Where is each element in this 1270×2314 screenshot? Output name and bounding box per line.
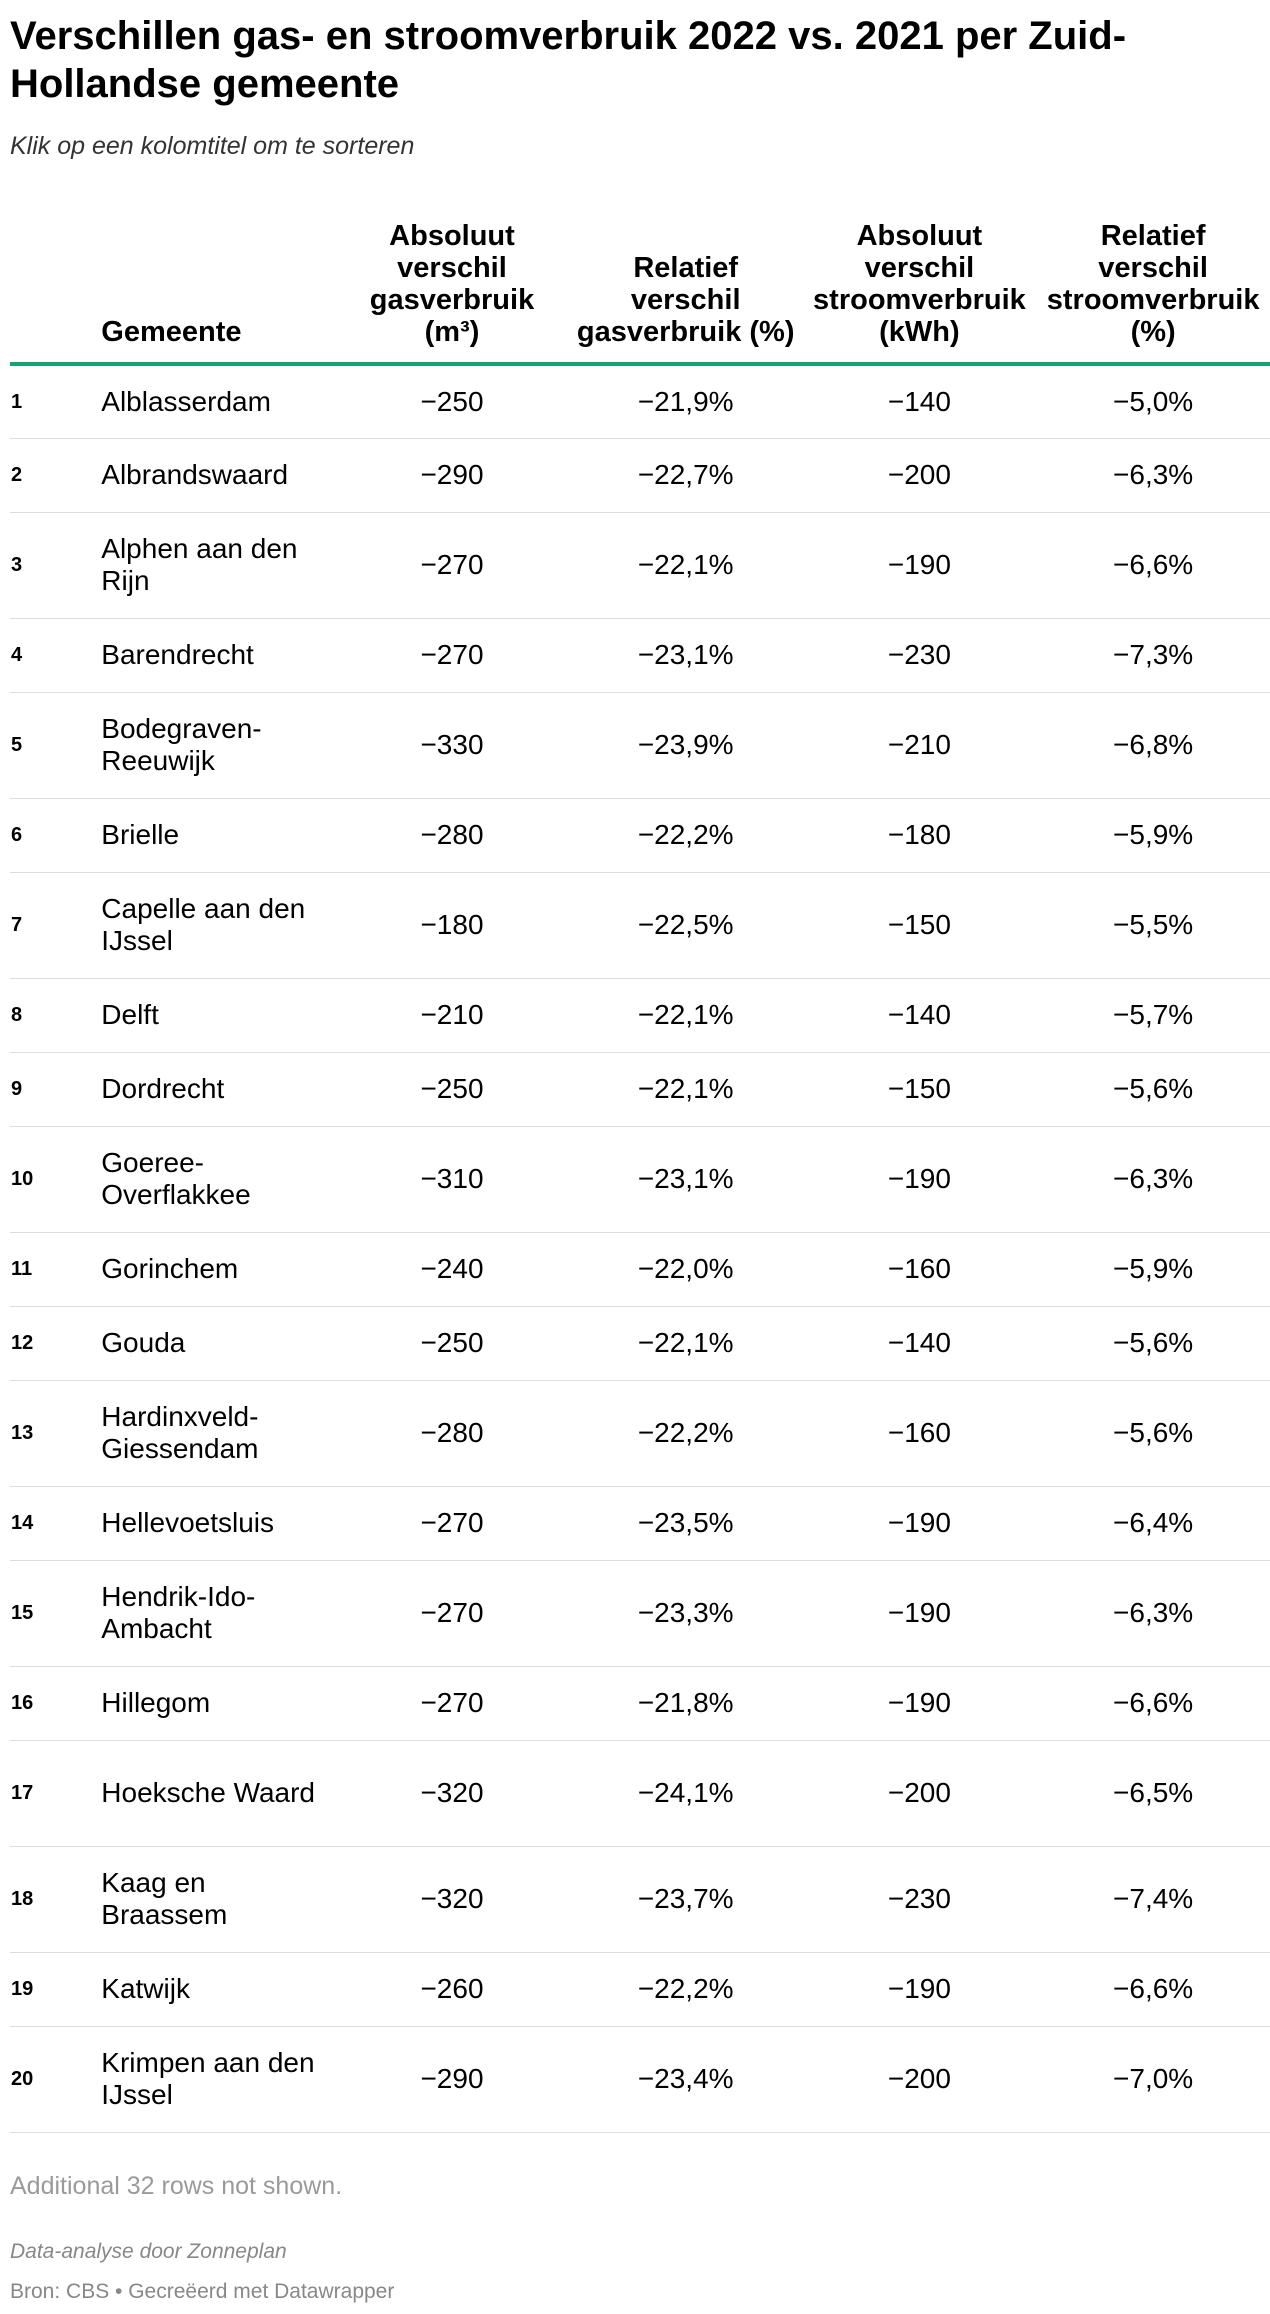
row-gas-relative: −23,9% [569,692,803,798]
row-gas-absolute: −330 [335,692,569,798]
row-gas-relative: −22,2% [569,1380,803,1486]
row-rank: 20 [10,2026,91,2132]
data-table [10,212,1270,2133]
row-power-absolute: −230 [803,618,1037,692]
row-power-relative: −5,7% [1036,978,1270,1052]
row-power-relative: −7,3% [1036,618,1270,692]
row-rank: 9 [10,1052,91,1126]
row-gas-absolute: −180 [335,872,569,978]
row-gas-relative: −23,4% [569,2026,803,2132]
row-power-relative: −6,3% [1036,438,1270,512]
row-power-relative: −6,4% [1036,1486,1270,1560]
row-power-absolute: −180 [803,798,1037,872]
row-power-relative: −6,6% [1036,512,1270,618]
row-power-absolute: −210 [803,692,1037,798]
table-body [10,364,1270,2132]
row-power-relative: −6,6% [1036,1666,1270,1740]
row-gemeente: Alblasserdam [91,364,335,438]
row-gemeente: Barendrecht [91,618,335,692]
row-power-relative: −6,8% [1036,692,1270,798]
table-row [10,1952,1270,2026]
row-gemeente: Gorinchem [91,1232,335,1306]
row-gas-relative: −23,5% [569,1486,803,1560]
row-gas-relative: −23,1% [569,618,803,692]
table-row [10,512,1270,618]
row-power-absolute: −230 [803,1846,1037,1952]
column-header-rank[interactable] [10,212,91,364]
table-row [10,1666,1270,1740]
row-gas-absolute: −280 [335,798,569,872]
table-row [10,364,1270,438]
column-header-gas-absolute[interactable]: Absoluut verschil gasverbruik (m³) [335,212,569,364]
row-power-absolute: −190 [803,1952,1037,2026]
row-gas-absolute: −290 [335,2026,569,2132]
row-rank: 10 [10,1126,91,1232]
row-rank: 14 [10,1486,91,1560]
row-power-absolute: −150 [803,872,1037,978]
row-gas-absolute: −210 [335,978,569,1052]
row-power-relative: −5,6% [1036,1380,1270,1486]
column-header-gemeente[interactable]: Gemeente [91,212,335,364]
row-rank: 12 [10,1306,91,1380]
row-rank: 18 [10,1846,91,1952]
row-power-relative: −6,3% [1036,1126,1270,1232]
row-gemeente: Kaag en Braassem [91,1846,335,1952]
table-row [10,1380,1270,1486]
row-gas-absolute: −240 [335,1232,569,1306]
row-gemeente: Hoeksche Waard [91,1740,335,1846]
row-power-relative: −5,9% [1036,798,1270,872]
row-rank: 3 [10,512,91,618]
row-gemeente: Hillegom [91,1666,335,1740]
chart-title: Verschillen gas- en stroomverbruik 2022 vs. 2021 per Zuid-Hollandse gemeente [10,14,1127,106]
row-power-absolute: −200 [803,1740,1037,1846]
row-power-absolute: −140 [803,364,1037,438]
row-power-absolute: −140 [803,978,1037,1052]
row-gas-absolute: −270 [335,512,569,618]
row-power-relative: −7,4% [1036,1846,1270,1952]
row-gemeente: Capelle aan den IJssel [91,872,335,978]
row-power-relative: −6,6% [1036,1952,1270,2026]
row-gas-relative: −23,1% [569,1126,803,1232]
row-power-absolute: −160 [803,1380,1037,1486]
row-gas-absolute: −290 [335,438,569,512]
table-row [10,1306,1270,1380]
table-row [10,798,1270,872]
table-row [10,618,1270,692]
row-rank: 11 [10,1232,91,1306]
row-gas-relative: −22,1% [569,1052,803,1126]
row-power-relative: −5,6% [1036,1052,1270,1126]
table-row [10,1052,1270,1126]
row-rank: 6 [10,798,91,872]
column-header-gas-relative[interactable]: Relatief verschil gasverbruik (%) [569,212,803,364]
more-rows-note: Additional 32 rows not shown. [10,2172,343,2200]
row-rank: 16 [10,1666,91,1740]
row-gas-absolute: −270 [335,1486,569,1560]
table-row [10,1486,1270,1560]
row-power-absolute: −190 [803,1126,1037,1232]
table-row [10,1126,1270,1232]
row-power-absolute: −150 [803,1052,1037,1126]
row-gemeente: Delft [91,978,335,1052]
row-gas-absolute: −270 [335,1560,569,1666]
column-header-power-absolute[interactable]: Absoluut verschil stroomverbruik (kWh) [803,212,1037,364]
row-power-relative: −7,0% [1036,2026,1270,2132]
row-power-relative: −5,5% [1036,872,1270,978]
row-gemeente: Dordrecht [91,1052,335,1126]
row-gas-relative: −22,1% [569,978,803,1052]
table-header-row [10,212,1270,364]
row-gas-absolute: −250 [335,1306,569,1380]
row-gas-relative: −21,9% [569,364,803,438]
row-gemeente: Katwijk [91,1952,335,2026]
row-rank: 2 [10,438,91,512]
row-gas-absolute: −250 [335,1052,569,1126]
row-gemeente: Hendrik-Ido-Ambacht [91,1560,335,1666]
row-gas-absolute: −260 [335,1952,569,2026]
row-gas-absolute: −320 [335,1846,569,1952]
table-row [10,1560,1270,1666]
row-gas-absolute: −280 [335,1380,569,1486]
datawrapper-table-chart [10,0,1260,2314]
row-gas-relative: −22,1% [569,1306,803,1380]
row-gas-relative: −23,3% [569,1560,803,1666]
table-row [10,2026,1270,2132]
row-power-absolute: −160 [803,1232,1037,1306]
chart-subtitle: Klik op een kolomtitel om te sorteren [10,132,415,160]
row-gas-absolute: −310 [335,1126,569,1232]
row-gas-relative: −23,7% [569,1846,803,1952]
table-row [10,978,1270,1052]
row-power-relative: −6,3% [1036,1560,1270,1666]
row-power-relative: −5,6% [1036,1306,1270,1380]
row-gas-relative: −22,1% [569,512,803,618]
row-power-absolute: −190 [803,1486,1037,1560]
row-gas-relative: −22,5% [569,872,803,978]
row-rank: 17 [10,1740,91,1846]
column-header-power-relative[interactable]: Relatief verschil stroomverbruik (%) [1036,212,1270,364]
row-rank: 8 [10,978,91,1052]
row-rank: 1 [10,364,91,438]
row-gas-absolute: −320 [335,1740,569,1846]
row-gas-relative: −21,8% [569,1666,803,1740]
row-gas-relative: −22,2% [569,798,803,872]
row-gas-relative: −24,1% [569,1740,803,1846]
row-power-relative: −5,0% [1036,364,1270,438]
row-power-absolute: −190 [803,512,1037,618]
row-rank: 15 [10,1560,91,1666]
row-gas-relative: −22,7% [569,438,803,512]
row-gemeente: Albrandswaard [91,438,335,512]
row-power-absolute: −190 [803,1666,1037,1740]
table-row [10,438,1270,512]
table-row [10,692,1270,798]
row-gemeente: Goeree-Overflakkee [91,1126,335,1232]
row-power-relative: −6,5% [1036,1740,1270,1846]
row-gemeente: Brielle [91,798,335,872]
row-gas-relative: −22,0% [569,1232,803,1306]
row-gas-absolute: −250 [335,364,569,438]
table-row [10,1740,1270,1846]
table-row [10,1232,1270,1306]
row-power-relative: −5,9% [1036,1232,1270,1306]
chart-source: Bron: CBS • Gecreëerd met Datawrapper [10,2280,395,2303]
chart-notes: Data-analyse door Zonneplan [10,2240,287,2263]
row-gemeente: Hardinxveld-Giessendam [91,1380,335,1486]
row-gas-relative: −22,2% [569,1952,803,2026]
table-row [10,872,1270,978]
row-rank: 19 [10,1952,91,2026]
row-power-absolute: −140 [803,1306,1037,1380]
row-gemeente: Krimpen aan den IJssel [91,2026,335,2132]
row-power-absolute: −200 [803,2026,1037,2132]
table-row [10,1846,1270,1952]
row-power-absolute: −190 [803,1560,1037,1666]
row-rank: 7 [10,872,91,978]
row-rank: 5 [10,692,91,798]
row-gemeente: Bodegraven-Reeuwijk [91,692,335,798]
row-gas-absolute: −270 [335,1666,569,1740]
row-rank: 13 [10,1380,91,1486]
row-power-absolute: −200 [803,438,1037,512]
row-gemeente: Alphen aan den Rijn [91,512,335,618]
row-rank: 4 [10,618,91,692]
row-gemeente: Hellevoetsluis [91,1486,335,1560]
row-gemeente: Gouda [91,1306,335,1380]
row-gas-absolute: −270 [335,618,569,692]
